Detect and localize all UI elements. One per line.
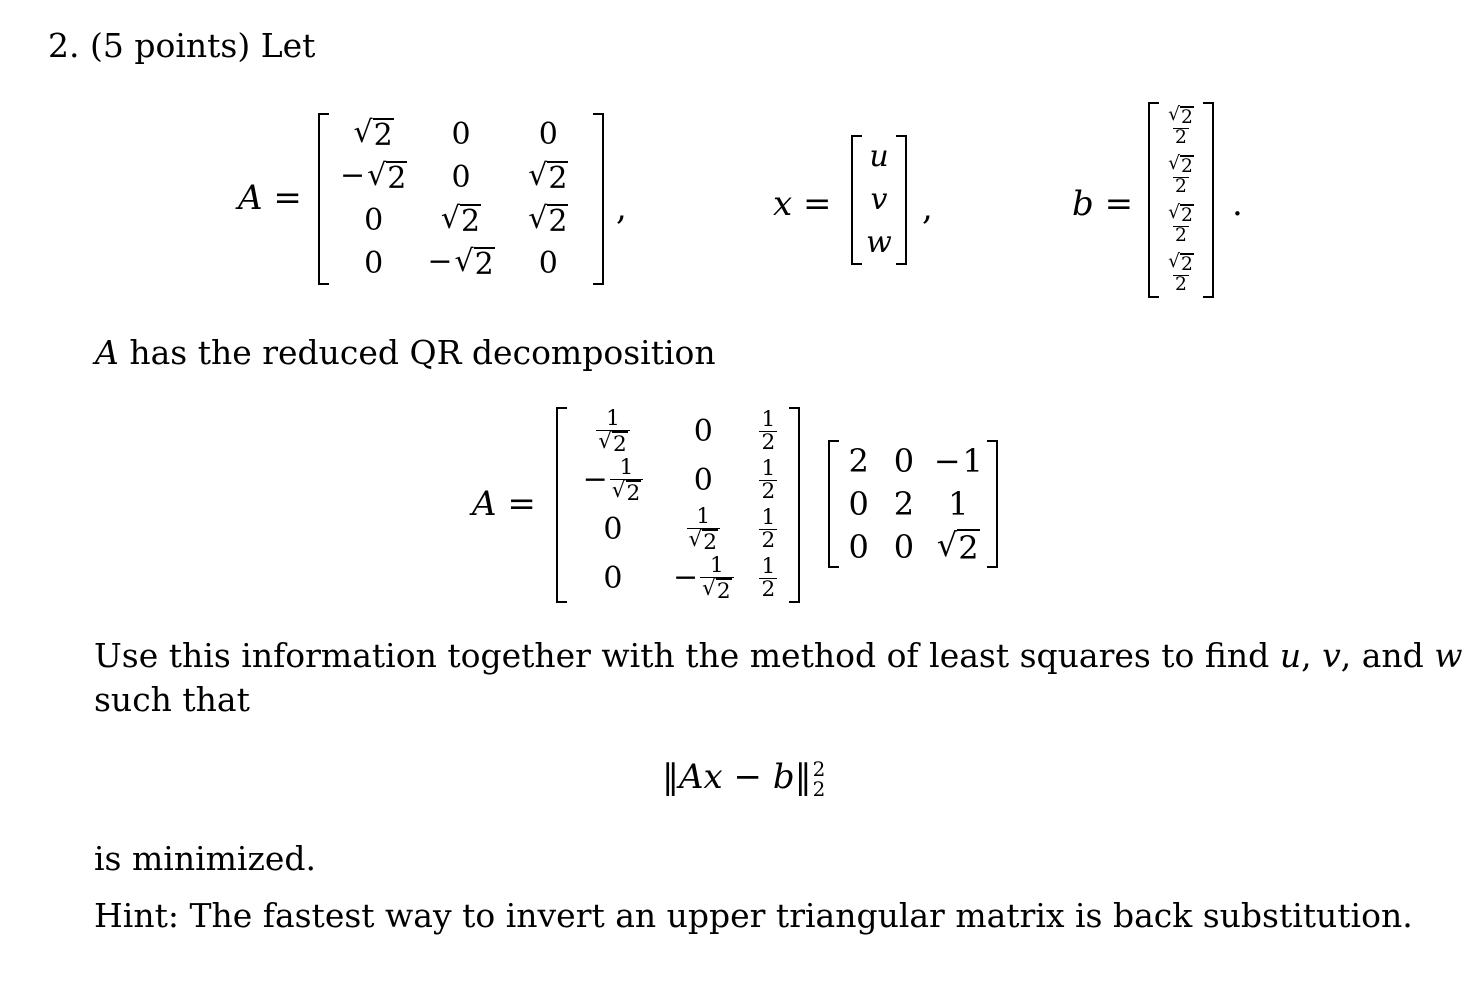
vector-x-cell-2-0: w xyxy=(866,225,892,261)
matrix-q-cell-2-1: 1 √ 2 xyxy=(687,506,721,553)
matrix-a-cell-1-1: 0 xyxy=(451,159,471,195)
matrix-a-cell-2-2: √ 2 xyxy=(528,201,568,239)
matrix-r-cell-0-0: 2 xyxy=(848,442,869,481)
matrix-q-cell-3-2: $\frac{1}{2}$ xyxy=(761,554,776,602)
vector-b-cell-0-0: √ 2 2 xyxy=(1168,103,1193,148)
matrix-q-cell-1-1: 0 xyxy=(693,462,713,498)
matrix-r-cell-1-2: 1 xyxy=(948,484,969,523)
var-w: w xyxy=(1434,636,1463,675)
bracket-left xyxy=(851,135,862,265)
matrix-r-cell-2-0: 0 xyxy=(848,527,869,566)
matrix-a-cell-3-1: − √ 2 xyxy=(427,244,494,282)
bracket-right xyxy=(987,440,998,568)
matrix-q-cell-0-1: 0 xyxy=(693,413,713,449)
vector-x-cell-1-0: v xyxy=(870,181,888,217)
matrix-q xyxy=(556,407,800,603)
bracket-left xyxy=(1148,102,1159,298)
matrix-a-cell-0-1: 0 xyxy=(451,116,471,152)
matrix-q-cell-0-2: $\frac{1}{2}$ xyxy=(761,407,776,455)
vector-x-label: x = xyxy=(773,184,832,224)
bracket-right xyxy=(896,135,907,265)
matrix-a-cell-0-2: 0 xyxy=(538,116,558,152)
vector-b-trailing: . xyxy=(1232,184,1243,224)
qr-a-label: A = xyxy=(472,484,536,524)
norm-inner: Ax − b xyxy=(679,757,795,797)
vector-b-cell-2-0: √ 2 2 xyxy=(1168,201,1193,246)
bracket-right xyxy=(593,113,604,285)
matrix-a xyxy=(318,113,604,285)
matrix-q-cell-1-0: − 1 √ 2 xyxy=(583,457,644,504)
matrix-a-cell-2-1: √ 2 xyxy=(440,201,481,239)
vector-b-cell-1-0: √ 2 2 xyxy=(1168,152,1193,197)
minimized-text: is minimized. xyxy=(94,839,317,878)
instruction-line-2: such that xyxy=(94,680,250,719)
matrix-a-label: A = xyxy=(238,178,302,218)
problem-heading xyxy=(48,26,315,66)
qr-text: has the reduced QR decomposition xyxy=(129,333,716,372)
norm-sub: 2 xyxy=(812,777,826,801)
qr-symbol: A xyxy=(95,333,119,372)
matrix-q-cell-1-2: $\frac{1}{2}$ xyxy=(761,456,776,504)
var-v: v xyxy=(1322,636,1341,675)
bracket-left xyxy=(556,407,567,603)
vector-b-cell-3-0: √ 2 2 xyxy=(1168,250,1193,295)
vector-b-label: b = xyxy=(1072,184,1134,224)
matrix-r xyxy=(828,440,998,568)
matrix-a-cell-2-0: 0 xyxy=(364,202,384,238)
problem-number: 2. xyxy=(48,26,80,65)
hint-text: Hint: The fastest way to invert an upper triangular matrix is back substitution. xyxy=(94,896,1413,935)
matrix-q-cell-3-1: − 1 √ 2 xyxy=(673,555,734,602)
matrix-q-cell-3-0: 0 xyxy=(603,560,623,596)
vector-b xyxy=(1148,102,1214,298)
bracket-left xyxy=(828,440,839,568)
instruction-line-1: Use this information together with the method of least squares to find u, v, and w xyxy=(94,636,1463,675)
problem-points: (5 points) xyxy=(90,26,251,65)
var-u: u xyxy=(1279,636,1302,675)
matrix-r-cell-2-2: √ 2 xyxy=(936,526,979,568)
bracket-right xyxy=(789,407,800,603)
vector-x-trailing: , xyxy=(922,188,933,228)
matrix-r-cell-1-1: 2 xyxy=(893,484,915,523)
matrix-a-cell-1-2: √ 2 xyxy=(528,158,568,196)
matrix-r-cell-1-0: 0 xyxy=(848,484,869,523)
problem-lead: Let xyxy=(260,26,316,65)
norm-expression: ‖Ax − b‖ 2 2 xyxy=(662,757,826,801)
vector-x-cell-0-0: u xyxy=(869,138,889,174)
matrix-a-trailing: , xyxy=(616,188,627,228)
matrix-a-cell-0-0: √ 2 xyxy=(353,115,393,153)
bracket-right xyxy=(1203,102,1214,298)
norm-sup: 2 xyxy=(812,757,826,781)
matrix-a-cell-3-0: 0 xyxy=(364,245,384,281)
bracket-left xyxy=(318,113,329,285)
matrix-q-cell-2-2: $\frac{1}{2}$ xyxy=(761,505,776,553)
matrix-q-cell-2-0: 0 xyxy=(603,511,623,547)
matrix-a-cell-1-0: − √ 2 xyxy=(339,158,407,196)
matrix-r-cell-2-1: 0 xyxy=(893,527,915,566)
vector-x xyxy=(851,135,907,265)
matrix-r-cell-0-1: 0 xyxy=(893,442,915,481)
matrix-r-cell-0-2: −1 xyxy=(933,442,983,481)
qr-intro xyxy=(95,333,716,373)
matrix-q-cell-0-0: 1 √ 2 xyxy=(596,408,630,455)
matrix-a-cell-3-2: 0 xyxy=(538,245,558,281)
